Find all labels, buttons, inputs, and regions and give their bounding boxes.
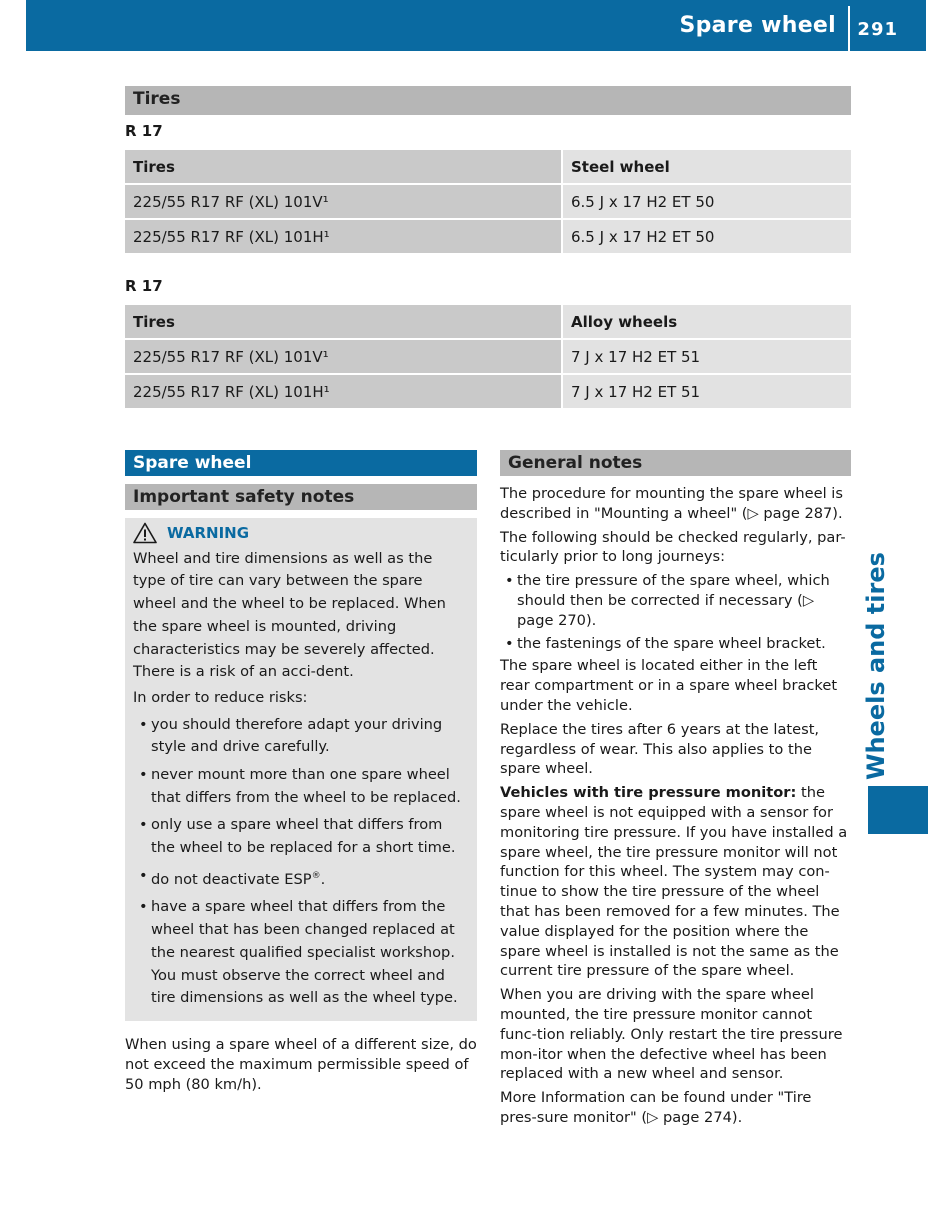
table-2-label: R 17 — [125, 277, 163, 295]
paragraph-rest: the spare wheel is not equipped with a sensor for monitoring tire pressure. If you have installed a spare wheel, the tire pressure monitor will not function for this wheel. The system may con-tinue to show the tire pressure of the wheel that has been removed for a few minutes. The value displayed for the position where the spare wheel is installed is not the same as the current tire pressure of the spare wheel. — [500, 784, 848, 980]
column-header: Steel wheel — [562, 150, 851, 184]
warning-intro: Wheel and tire dimensions as well as the type of tire can vary between the spare wheel and the wheel to be replaced. When the spare wheel is mounted, driving characteristics may be severely affected. There is a risk of an acci-dent. — [133, 549, 446, 681]
header-divider — [848, 6, 850, 51]
side-tab-label: Wheels and tires — [862, 552, 890, 780]
table-header-row — [125, 305, 851, 339]
column-header: Tires — [125, 150, 562, 184]
paragraph: The following should be checked regularly, par-ticularly prior to long journeys: — [500, 528, 846, 566]
esp-end: . — [320, 870, 326, 888]
column-header: Tires — [125, 305, 562, 339]
list-item: • have a spare wheel that differs from the wheel that has been changed replaced at the nearest qualified specialist workshop. You must observe the correct wheel and tire dimensions as well as the wheel type. — [133, 896, 469, 1010]
side-tab-marker — [868, 786, 928, 834]
registered-mark: ® — [311, 870, 321, 881]
table-header-row — [125, 150, 851, 184]
table-cell: 225/55 R17 RF (XL) 101H¹ — [125, 219, 562, 254]
list-item — [133, 865, 469, 892]
right-column — [500, 450, 851, 1132]
table-cell: 225/55 R17 RF (XL) 101V¹ — [125, 339, 562, 374]
paragraph: The spare wheel is located either in the left rear compartment or in a spare wheel bracket under the vehicle. — [500, 657, 838, 714]
paragraph: More Information can be found under "Tire pres-sure monitor" (▷ page 274). — [500, 1089, 812, 1126]
paragraph: Replace the tires after 6 years at the latest, regardless of wear. This also applies to the spare wheel. — [500, 720, 820, 778]
list-item: • the fastenings of the spare wheel bracket. — [500, 634, 851, 654]
table-row — [125, 339, 851, 374]
paragraph — [500, 783, 851, 981]
table-cell: 7 J x 17 H2 ET 51 — [562, 374, 851, 409]
warning-heading — [133, 522, 469, 545]
table-row — [125, 184, 851, 219]
page-number: 291 — [857, 19, 898, 40]
paragraph: The procedure for mounting the spare wheel is described in "Mounting a wheel" (▷ page 287). — [500, 485, 843, 522]
table-cell: 6.5 J x 17 H2 ET 50 — [562, 184, 851, 219]
warning-list — [133, 714, 469, 1010]
table-cell: 225/55 R17 RF (XL) 101H¹ — [125, 374, 562, 409]
warning-triangle-icon — [133, 522, 157, 544]
section-title: Spare wheel — [125, 450, 477, 476]
column-header: Alloy wheels — [562, 305, 851, 339]
left-column — [125, 450, 477, 1094]
table-row — [125, 374, 851, 409]
paragraph: When you are driving with the spare wheel mounted, the tire pressure monitor cannot func-tion reliably. Only restart the tire pressure mon-itor when the defective wheel has been replaced with a new wheel and sensor. — [500, 986, 843, 1083]
table-cell: 225/55 R17 RF (XL) 101V¹ — [125, 184, 562, 219]
check-list — [500, 571, 851, 653]
warning-box — [125, 518, 477, 1021]
general-notes-heading: General notes — [500, 450, 851, 476]
alloy-wheel-table — [125, 305, 851, 410]
table-cell: 6.5 J x 17 H2 ET 50 — [562, 219, 851, 254]
table-row — [125, 219, 851, 254]
page-header — [26, 0, 926, 51]
bold-lead: Vehicles with tire pressure monitor: — [500, 784, 797, 802]
list-item: • only use a spare wheel that differs from the wheel to be replaced for a short time. — [133, 814, 469, 859]
warning-label: WARNING — [167, 524, 250, 542]
speed-note: When using a spare wheel of a different size, do not exceed the maximum permissible speed of 50 mph (80 km/h). — [125, 1035, 477, 1093]
steel-wheel-table — [125, 150, 851, 255]
list-item: • never mount more than one spare wheel that differs from the wheel to be replaced. — [133, 764, 469, 809]
warning-reduce: In order to reduce risks: — [133, 688, 308, 706]
list-item: • you should therefore adapt your driving style and drive carefully. — [133, 714, 469, 759]
esp-text: do not deactivate ESP — [151, 870, 312, 888]
list-item: • the tire pressure of the spare wheel, which should then be corrected if necessary (▷ page 270). — [500, 571, 851, 630]
tires-heading: Tires — [125, 86, 851, 115]
general-notes-body — [500, 484, 851, 1128]
table-1-label: R 17 — [125, 122, 163, 140]
table-cell: 7 J x 17 H2 ET 51 — [562, 339, 851, 374]
header-title: Spare wheel — [679, 13, 836, 38]
subsection-title: Important safety notes — [125, 484, 477, 510]
